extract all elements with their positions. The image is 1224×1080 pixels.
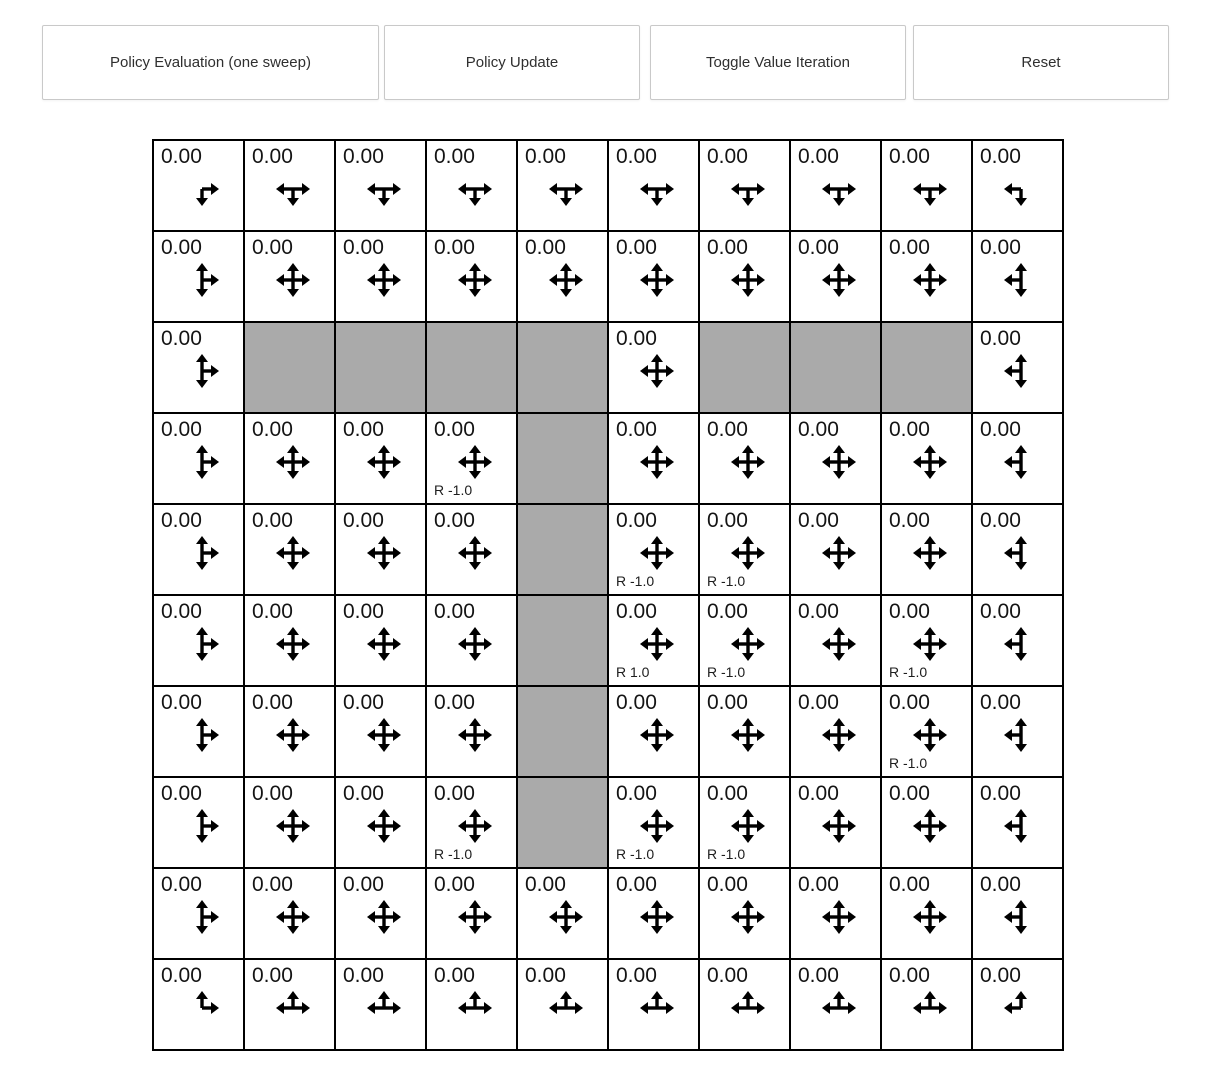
grid-cell[interactable] [427,596,516,685]
grid-cell[interactable] [427,778,516,867]
policy-arrows-icon [1004,627,1038,661]
policy-arrows-icon [549,991,583,1025]
policy-arrows-icon [640,354,674,388]
policy-arrows-icon [367,627,401,661]
cell-value: 0.00 [616,691,657,714]
cell-value: 0.00 [889,236,930,259]
policy-arrows-icon [822,627,856,661]
grid-cell[interactable] [700,141,789,230]
grid-cell[interactable] [427,869,516,958]
policy-arrows-icon [185,172,219,206]
policy-arrows-icon [458,900,492,934]
grid-cell[interactable] [700,778,789,867]
grid-cell[interactable] [518,232,607,321]
cell-value: 0.00 [343,782,384,805]
policy-arrows-icon [731,627,765,661]
policy-arrows-icon [731,263,765,297]
cell-value: 0.00 [161,964,202,987]
cell-value: 0.00 [798,964,839,987]
cell-value: 0.00 [707,600,748,623]
grid-cell-wall[interactable] [336,323,425,412]
policy-arrows-icon [276,627,310,661]
grid-cell[interactable] [700,960,789,1049]
cell-value: 0.00 [252,964,293,987]
policy-arrows-icon [913,809,947,843]
cell-reward-label: R -1.0 [707,664,746,680]
policy-arrows-icon [1004,172,1038,206]
grid-cell[interactable] [245,960,334,1049]
grid-cell[interactable] [700,505,789,594]
grid-cell[interactable] [336,960,425,1049]
cell-value: 0.00 [161,236,202,259]
cell-reward-label: R -1.0 [434,482,473,498]
policy-arrows-icon [1004,809,1038,843]
policy-arrows-icon [913,991,947,1025]
grid-cell[interactable] [336,596,425,685]
grid-cell[interactable] [973,232,1062,321]
cell-value: 0.00 [980,509,1021,532]
cell-reward-label: R 1.0 [616,664,650,680]
cell-value: 0.00 [343,509,384,532]
policy-arrows-icon [1004,536,1038,570]
cell-value: 0.00 [980,873,1021,896]
grid-cell-wall[interactable] [518,414,607,503]
grid-cell[interactable] [427,960,516,1049]
cell-value: 0.00 [616,509,657,532]
policy-arrows-icon [640,445,674,479]
cell-value: 0.00 [616,873,657,896]
cell-value: 0.00 [434,236,475,259]
cell-reward-label: R -1.0 [707,846,746,862]
cell-value: 0.00 [980,782,1021,805]
grid-cell[interactable] [154,778,243,867]
grid-cell[interactable] [154,960,243,1049]
policy-arrows-icon [1004,263,1038,297]
cell-value: 0.00 [161,600,202,623]
policy-arrows-icon [640,900,674,934]
policy-arrows-icon [549,172,583,206]
policy-arrows-icon [367,445,401,479]
grid-cell[interactable] [882,869,971,958]
cell-value: 0.00 [707,873,748,896]
cell-value: 0.00 [616,782,657,805]
cell-value: 0.00 [798,418,839,441]
policy-arrows-icon [640,536,674,570]
grid-cell[interactable] [973,869,1062,958]
policy-arrows-icon [276,536,310,570]
grid-cell[interactable] [700,687,789,776]
policy-arrows-icon [549,900,583,934]
cell-value: 0.00 [343,691,384,714]
grid-cell[interactable] [336,505,425,594]
grid-cell[interactable] [973,596,1062,685]
cell-value: 0.00 [980,236,1021,259]
policy-arrows-icon [185,718,219,752]
policy-arrows-icon [1004,354,1038,388]
cell-value: 0.00 [525,236,566,259]
grid-cell[interactable] [518,960,607,1049]
policy-arrows-icon [367,718,401,752]
grid-cell[interactable] [336,414,425,503]
cell-value: 0.00 [616,327,657,350]
policy-arrows-icon [276,172,310,206]
cell-value: 0.00 [434,509,475,532]
cell-reward-label: R -1.0 [889,755,928,771]
cell-value: 0.00 [525,873,566,896]
policy-arrows-icon [1004,991,1038,1025]
policy-arrows-icon [185,354,219,388]
cell-value: 0.00 [707,236,748,259]
cell-value: 0.00 [798,509,839,532]
cell-value: 0.00 [889,509,930,532]
cell-value: 0.00 [889,145,930,168]
policy-arrows-icon [640,172,674,206]
grid-cell[interactable] [154,232,243,321]
grid-cell[interactable] [882,960,971,1049]
cell-value: 0.00 [707,691,748,714]
policy-arrows-icon [458,627,492,661]
cell-value: 0.00 [616,236,657,259]
grid-cell[interactable] [336,232,425,321]
cell-value: 0.00 [434,145,475,168]
grid-cell[interactable] [791,778,880,867]
grid-cell[interactable] [609,232,698,321]
policy-arrows-icon [822,900,856,934]
grid-cell[interactable] [609,323,698,412]
grid-cell[interactable] [791,505,880,594]
policy-arrows-icon [458,809,492,843]
policy-arrows-icon [822,809,856,843]
policy-arrows-icon [640,263,674,297]
policy-arrows-icon [731,809,765,843]
grid-cell[interactable] [245,232,334,321]
grid-cell[interactable] [973,687,1062,776]
policy-arrows-icon [731,445,765,479]
grid-cell-wall[interactable] [518,505,607,594]
cell-value: 0.00 [889,782,930,805]
cell-value: 0.00 [798,600,839,623]
cell-value: 0.00 [434,964,475,987]
grid-cell[interactable] [245,414,334,503]
cell-value: 0.00 [525,145,566,168]
cell-value: 0.00 [980,418,1021,441]
policy-arrows-icon [185,536,219,570]
grid-cell[interactable] [700,869,789,958]
grid-cell[interactable] [245,687,334,776]
cell-value: 0.00 [707,782,748,805]
cell-value: 0.00 [252,509,293,532]
cell-reward-label: R -1.0 [616,846,655,862]
cell-value: 0.00 [525,964,566,987]
grid-cell[interactable] [336,687,425,776]
cell-value: 0.00 [889,600,930,623]
grid-cell[interactable] [609,869,698,958]
cell-value: 0.00 [889,418,930,441]
cell-value: 0.00 [161,145,202,168]
policy-arrows-icon [185,445,219,479]
cell-value: 0.00 [434,600,475,623]
grid-cell[interactable] [882,232,971,321]
cell-value: 0.00 [889,873,930,896]
cell-value: 0.00 [343,145,384,168]
cell-value: 0.00 [798,145,839,168]
grid-cell[interactable] [518,869,607,958]
policy-update-button[interactable]: Policy Update [384,25,640,100]
cell-value: 0.00 [798,782,839,805]
grid-cell[interactable] [882,778,971,867]
cell-value: 0.00 [434,691,475,714]
cell-value: 0.00 [343,600,384,623]
policy-arrows-icon [276,809,310,843]
grid-cell[interactable] [427,505,516,594]
policy-arrows-icon [276,991,310,1025]
cell-value: 0.00 [161,418,202,441]
policy-arrows-icon [458,172,492,206]
toggle-value-iteration-button[interactable]: Toggle Value Iteration [650,25,906,100]
grid-cell[interactable] [336,869,425,958]
policy-arrows-icon [367,172,401,206]
grid-cell[interactable] [791,869,880,958]
policy-arrows-icon [913,172,947,206]
policy-arrows-icon [640,809,674,843]
grid-cell[interactable] [154,505,243,594]
grid-cell[interactable] [882,141,971,230]
policy-arrows-icon [913,718,947,752]
cell-value: 0.00 [616,964,657,987]
policy-arrows-icon [822,445,856,479]
cell-value: 0.00 [707,418,748,441]
cell-reward-label: R -1.0 [707,573,746,589]
grid-cell-wall[interactable] [518,778,607,867]
grid-cell[interactable] [245,778,334,867]
cell-value: 0.00 [707,964,748,987]
policy-arrows-icon [185,627,219,661]
grid-cell[interactable] [245,596,334,685]
grid-cell[interactable] [973,141,1062,230]
policy-arrows-icon [276,445,310,479]
grid-cell[interactable] [700,232,789,321]
grid-cell[interactable] [791,596,880,685]
policy-arrows-icon [640,627,674,661]
cell-value: 0.00 [252,145,293,168]
cell-reward-label: R -1.0 [889,664,928,680]
grid-cell[interactable] [609,960,698,1049]
policy-evaluation-button[interactable]: Policy Evaluation (one sweep) [42,25,379,100]
policy-arrows-icon [913,263,947,297]
grid-cell[interactable] [791,687,880,776]
policy-arrows-icon [731,991,765,1025]
policy-arrows-icon [276,263,310,297]
grid-cell-wall[interactable] [518,323,607,412]
grid-cell[interactable] [245,505,334,594]
policy-arrows-icon [640,718,674,752]
cell-value: 0.00 [434,873,475,896]
grid-cell[interactable] [609,687,698,776]
grid-cell[interactable] [154,141,243,230]
policy-arrows-icon [822,536,856,570]
grid-cell[interactable] [791,232,880,321]
cell-value: 0.00 [980,964,1021,987]
policy-arrows-icon [731,536,765,570]
cell-value: 0.00 [161,327,202,350]
policy-arrows-icon [276,900,310,934]
grid-cell[interactable] [609,505,698,594]
cell-value: 0.00 [707,145,748,168]
policy-arrows-icon [822,263,856,297]
policy-arrows-icon [458,536,492,570]
cell-value: 0.00 [252,691,293,714]
grid-cell[interactable] [336,778,425,867]
policy-arrows-icon [640,991,674,1025]
grid-cell[interactable] [700,414,789,503]
policy-arrows-icon [1004,718,1038,752]
cell-reward-label: R -1.0 [616,573,655,589]
grid-cell-wall[interactable] [882,323,971,412]
grid-cell[interactable] [609,141,698,230]
policy-arrows-icon [458,445,492,479]
grid-cell-wall[interactable] [427,323,516,412]
cell-value: 0.00 [980,327,1021,350]
grid-cell[interactable] [245,869,334,958]
cell-value: 0.00 [980,600,1021,623]
grid-cell[interactable] [791,414,880,503]
gridworld-grid [152,139,1064,1051]
cell-value: 0.00 [798,236,839,259]
grid-cell-wall[interactable] [518,687,607,776]
policy-arrows-icon [1004,445,1038,479]
grid-cell[interactable] [882,596,971,685]
cell-value: 0.00 [434,782,475,805]
grid-cell[interactable] [154,869,243,958]
grid-cell[interactable] [336,141,425,230]
policy-arrows-icon [913,627,947,661]
grid-cell[interactable] [609,778,698,867]
grid-cell[interactable] [427,687,516,776]
grid-cell[interactable] [700,596,789,685]
cell-value: 0.00 [161,873,202,896]
grid-cell[interactable] [791,141,880,230]
grid-cell[interactable] [973,505,1062,594]
cell-value: 0.00 [252,782,293,805]
policy-arrows-icon [367,809,401,843]
cell-value: 0.00 [707,509,748,532]
policy-arrows-icon [458,263,492,297]
cell-value: 0.00 [980,145,1021,168]
grid-cell[interactable] [973,960,1062,1049]
policy-arrows-icon [367,263,401,297]
cell-value: 0.00 [434,418,475,441]
policy-arrows-icon [458,991,492,1025]
grid-cell-wall[interactable] [791,323,880,412]
grid-cell[interactable] [427,232,516,321]
policy-arrows-icon [458,718,492,752]
grid-cell[interactable] [154,414,243,503]
policy-arrows-icon [185,263,219,297]
cell-value: 0.00 [343,964,384,987]
cell-value: 0.00 [889,691,930,714]
grid-cell[interactable] [427,414,516,503]
policy-arrows-icon [185,991,219,1025]
grid-cell[interactable] [154,596,243,685]
cell-value: 0.00 [889,964,930,987]
policy-arrows-icon [822,172,856,206]
grid-cell[interactable] [609,596,698,685]
policy-arrows-icon [822,718,856,752]
grid-cell[interactable] [973,778,1062,867]
grid-cell[interactable] [973,323,1062,412]
cell-value: 0.00 [252,418,293,441]
grid-cell[interactable] [427,141,516,230]
cell-value: 0.00 [616,600,657,623]
cell-value: 0.00 [616,145,657,168]
grid-cell[interactable] [791,960,880,1049]
grid-cell[interactable] [973,414,1062,503]
grid-cell[interactable] [154,687,243,776]
cell-value: 0.00 [980,691,1021,714]
cell-value: 0.00 [798,691,839,714]
cell-value: 0.00 [616,418,657,441]
cell-value: 0.00 [161,691,202,714]
toolbar [42,25,1169,100]
policy-arrows-icon [367,536,401,570]
policy-arrows-icon [185,900,219,934]
cell-value: 0.00 [343,418,384,441]
policy-arrows-icon [731,900,765,934]
policy-arrows-icon [913,445,947,479]
grid-cell-wall[interactable] [700,323,789,412]
policy-arrows-icon [822,991,856,1025]
cell-reward-label: R -1.0 [434,846,473,862]
grid-cell[interactable] [245,141,334,230]
policy-arrows-icon [549,263,583,297]
cell-value: 0.00 [252,600,293,623]
grid-cell[interactable] [882,414,971,503]
policy-arrows-icon [731,718,765,752]
policy-arrows-icon [1004,900,1038,934]
grid-cell[interactable] [154,323,243,412]
grid-cell[interactable] [609,414,698,503]
cell-value: 0.00 [252,873,293,896]
cell-value: 0.00 [343,873,384,896]
policy-arrows-icon [731,172,765,206]
reset-button[interactable]: Reset [913,25,1169,100]
policy-arrows-icon [367,900,401,934]
grid-cell[interactable] [882,505,971,594]
grid-cell[interactable] [518,141,607,230]
grid-cell[interactable] [882,687,971,776]
cell-value: 0.00 [161,782,202,805]
cell-value: 0.00 [161,509,202,532]
cell-value: 0.00 [798,873,839,896]
policy-arrows-icon [913,536,947,570]
grid-cell-wall[interactable] [518,596,607,685]
policy-arrows-icon [276,718,310,752]
policy-arrows-icon [367,991,401,1025]
policy-arrows-icon [185,809,219,843]
policy-arrows-icon [913,900,947,934]
cell-value: 0.00 [343,236,384,259]
cell-value: 0.00 [252,236,293,259]
grid-cell-wall[interactable] [245,323,334,412]
